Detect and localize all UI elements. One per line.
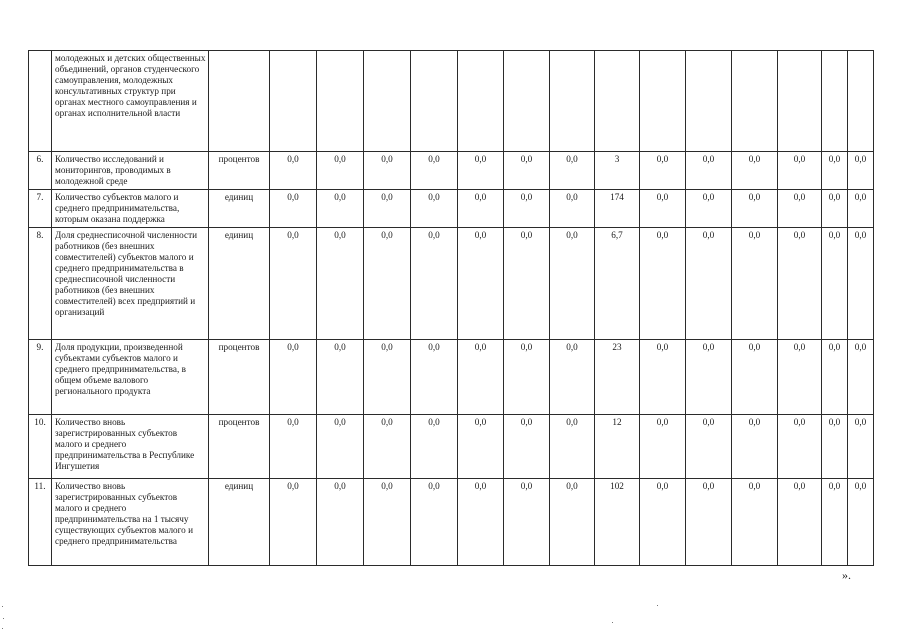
table-row	[29, 340, 874, 415]
unit-cell: процентов	[209, 415, 270, 479]
value-cell: 0,0	[550, 152, 595, 190]
value-cell: 0,0	[640, 415, 686, 479]
value-cell: 0,0	[640, 152, 686, 190]
table-row	[29, 415, 874, 479]
value-cell: 0,0	[550, 228, 595, 340]
value-cell: 0,0	[686, 340, 732, 415]
value-cell: 0,0	[778, 479, 822, 566]
value-cell	[686, 51, 732, 152]
value-cell: 0,0	[732, 190, 778, 228]
value-cell: 0,0	[411, 479, 458, 566]
value-cell: 0,0	[686, 152, 732, 190]
row-number-cell: 11.	[29, 479, 52, 566]
value-cell: 0,0	[848, 190, 874, 228]
value-cell: 0,0	[270, 152, 317, 190]
value-cell	[595, 51, 640, 152]
value-cell: 102	[595, 479, 640, 566]
value-cell: 0,0	[458, 190, 504, 228]
scan-speck	[612, 622, 613, 623]
unit-cell: единиц	[209, 479, 270, 566]
value-cell	[732, 51, 778, 152]
value-cell: 23	[595, 340, 640, 415]
value-cell: 0,0	[411, 228, 458, 340]
value-cell: 0,0	[364, 479, 411, 566]
value-cell	[778, 51, 822, 152]
value-cell: 0,0	[364, 152, 411, 190]
value-cell: 0,0	[504, 340, 550, 415]
value-cell: 0,0	[364, 228, 411, 340]
value-cell: 0,0	[778, 228, 822, 340]
indicator-name-cell: Количество субъектов малого и среднего предпринимательства, которым оказана поддержка	[52, 190, 209, 228]
unit-cell: процентов	[209, 152, 270, 190]
scan-speck	[2, 628, 3, 629]
value-cell: 0,0	[411, 340, 458, 415]
value-cell: 6,7	[595, 228, 640, 340]
value-cell: 0,0	[411, 415, 458, 479]
value-cell: 0,0	[270, 190, 317, 228]
unit-cell: единиц	[209, 228, 270, 340]
value-cell: 0,0	[458, 479, 504, 566]
value-cell: 0,0	[364, 340, 411, 415]
value-cell: 0,0	[732, 479, 778, 566]
value-cell: 0,0	[458, 415, 504, 479]
value-cell: 0,0	[504, 152, 550, 190]
value-cell: 0,0	[364, 415, 411, 479]
value-cell	[364, 51, 411, 152]
indicator-name-cell: Доля среднесписочной численности работников (без внешних совместителей) субъектов малого и среднего предпринимательства в среднесписочной численности работников (без внешних совместителей) всех предприятий и организаций	[52, 228, 209, 340]
value-cell: 0,0	[732, 340, 778, 415]
value-cell: 0,0	[732, 415, 778, 479]
table-body	[29, 51, 874, 566]
value-cell: 0,0	[848, 415, 874, 479]
closing-quote-mark: ».	[842, 568, 851, 582]
row-number-cell	[29, 51, 52, 152]
value-cell: 0,0	[822, 415, 848, 479]
value-cell: 0,0	[504, 190, 550, 228]
value-cell: 0,0	[822, 340, 848, 415]
value-cell: 0,0	[778, 190, 822, 228]
value-cell	[411, 51, 458, 152]
value-cell: 0,0	[822, 190, 848, 228]
value-cell: 0,0	[270, 415, 317, 479]
table-row	[29, 228, 874, 340]
value-cell: 0,0	[458, 228, 504, 340]
table-row	[29, 51, 874, 152]
row-number-cell: 7.	[29, 190, 52, 228]
value-cell: 0,0	[411, 190, 458, 228]
value-cell: 0,0	[640, 340, 686, 415]
value-cell: 0,0	[778, 415, 822, 479]
scan-speck	[2, 606, 3, 607]
value-cell: 0,0	[458, 152, 504, 190]
table-row	[29, 190, 874, 228]
value-cell: 0,0	[822, 228, 848, 340]
indicator-name-cell: Доля продукции, произведенной субъектами субъектов малого и среднего предпринимательства, в общем объеме валового регионального продукта	[52, 340, 209, 415]
value-cell: 0,0	[686, 228, 732, 340]
row-number-cell: 10.	[29, 415, 52, 479]
value-cell: 0,0	[686, 415, 732, 479]
value-cell: 0,0	[317, 340, 364, 415]
value-cell: 0,0	[270, 340, 317, 415]
value-cell: 0,0	[270, 228, 317, 340]
value-cell	[848, 51, 874, 152]
value-cell: 0,0	[640, 228, 686, 340]
value-cell: 0,0	[550, 340, 595, 415]
value-cell: 0,0	[317, 152, 364, 190]
value-cell: 0,0	[778, 152, 822, 190]
value-cell: 0,0	[732, 228, 778, 340]
value-cell: 0,0	[822, 152, 848, 190]
value-cell	[458, 51, 504, 152]
row-number-cell: 8.	[29, 228, 52, 340]
indicator-name-cell: молодежных и детских общественных объединений, органов студенческого самоуправления, молодежных консультативных структур при органах местного самоуправления и органах исполнительной власти	[52, 51, 209, 152]
value-cell: 0,0	[686, 190, 732, 228]
value-cell: 0,0	[364, 190, 411, 228]
value-cell: 0,0	[317, 190, 364, 228]
indicator-name-cell: Количество исследований и мониторингов, проводимых в молодежной среде	[52, 152, 209, 190]
value-cell: 0,0	[411, 152, 458, 190]
value-cell: 0,0	[317, 479, 364, 566]
indicator-name-cell: Количество вновь зарегистрированных субъектов малого и среднего предпринимательства на 1 тысячу существующих субъектов малого и среднего предпринимательства	[52, 479, 209, 566]
row-number-cell: 9.	[29, 340, 52, 415]
value-cell: 0,0	[686, 479, 732, 566]
value-cell: 174	[595, 190, 640, 228]
value-cell: 0,0	[317, 228, 364, 340]
value-cell: 0,0	[640, 190, 686, 228]
value-cell: 0,0	[550, 479, 595, 566]
value-cell: 0,0	[848, 228, 874, 340]
value-cell	[550, 51, 595, 152]
unit-cell: единиц	[209, 190, 270, 228]
value-cell: 0,0	[504, 228, 550, 340]
value-cell: 0,0	[640, 479, 686, 566]
value-cell	[317, 51, 364, 152]
scan-speck	[3, 618, 4, 619]
value-cell	[640, 51, 686, 152]
value-cell: 0,0	[848, 152, 874, 190]
value-cell: 0,0	[550, 415, 595, 479]
value-cell: 3	[595, 152, 640, 190]
row-number-cell: 6.	[29, 152, 52, 190]
value-cell	[504, 51, 550, 152]
indicator-name-cell: Количество вновь зарегистрированных субъектов малого и среднего предпринимательства в Республике Ингушетия	[52, 415, 209, 479]
value-cell: 0,0	[732, 152, 778, 190]
value-cell: 0,0	[504, 479, 550, 566]
value-cell: 0,0	[848, 340, 874, 415]
indicators-table	[28, 50, 874, 566]
value-cell: 0,0	[550, 190, 595, 228]
value-cell	[822, 51, 848, 152]
scan-speck	[657, 605, 658, 606]
value-cell: 0,0	[458, 340, 504, 415]
value-cell: 12	[595, 415, 640, 479]
unit-cell: процентов	[209, 340, 270, 415]
value-cell	[270, 51, 317, 152]
value-cell: 0,0	[270, 479, 317, 566]
value-cell: 0,0	[822, 479, 848, 566]
value-cell: 0,0	[778, 340, 822, 415]
table-row	[29, 152, 874, 190]
unit-cell	[209, 51, 270, 152]
value-cell: 0,0	[317, 415, 364, 479]
value-cell: 0,0	[504, 415, 550, 479]
table-row	[29, 479, 874, 566]
value-cell: 0,0	[848, 479, 874, 566]
